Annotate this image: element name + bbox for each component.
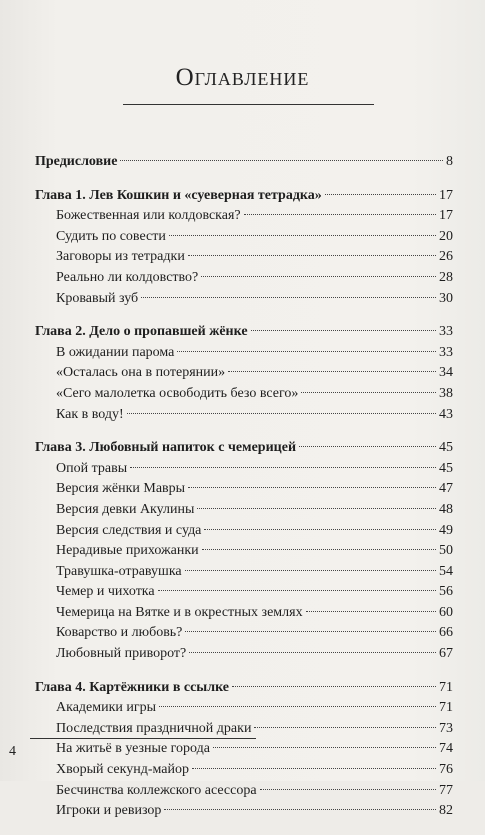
toc-page-number: 38 <box>439 385 453 401</box>
toc-page-number: 28 <box>439 269 453 285</box>
toc-entry-label: Коварство и любовь? <box>56 625 183 641</box>
toc-entry-label: «Сего малолетка освободить безо всего» <box>56 385 299 401</box>
toc-entry-label: Глава 1. Лев Кошкин и «суеверная тетрадка» <box>35 187 322 203</box>
toc-chapter-heading <box>35 322 453 343</box>
toc-entry-label: Глава 4. Картёжники в ссылке <box>35 679 230 695</box>
toc-entry-label: Божественная или колдовская? <box>56 208 241 224</box>
toc-page-number: 67 <box>439 646 453 662</box>
toc-page-number: 66 <box>439 625 453 641</box>
toc-entry-label: Глава 2. Дело о пропавшей жёнке <box>35 324 248 340</box>
toc-chapter <box>35 152 453 173</box>
dot-leader <box>185 570 436 571</box>
dot-leader <box>189 652 436 653</box>
toc-entry-label: Заговоры из тетрадки <box>56 249 185 265</box>
toc-section-entry <box>35 562 453 583</box>
toc-entry-label: Чемер и чихотка <box>56 584 155 600</box>
toc-page-number: 48 <box>439 501 453 517</box>
dot-leader <box>185 631 436 632</box>
toc-page-number: 76 <box>439 762 453 778</box>
dot-leader <box>325 194 436 195</box>
toc-page-number: 45 <box>439 440 453 456</box>
dot-leader <box>260 789 436 790</box>
dot-leader <box>141 297 436 298</box>
dot-leader <box>188 487 436 488</box>
toc-section-entry <box>35 268 453 289</box>
dot-leader <box>299 446 436 447</box>
toc-entry-label: Версия жёнки Мавры <box>56 481 186 497</box>
toc-section-entry <box>35 384 453 405</box>
dot-leader <box>120 160 443 161</box>
toc-section-entry <box>35 541 453 562</box>
toc-page-number: 43 <box>439 406 453 422</box>
dot-leader <box>254 727 436 728</box>
toc-section-entry <box>35 739 453 760</box>
toc-page-number: 77 <box>439 782 453 798</box>
toc-section-entry <box>35 459 453 480</box>
toc-entry-label: В ожидании парома <box>56 344 175 360</box>
toc-page-number: 71 <box>439 700 453 716</box>
toc-page-number: 49 <box>439 522 453 538</box>
toc-page-number: 8 <box>446 154 453 169</box>
toc-entry-label: Судить по совести <box>56 228 166 244</box>
toc-section-entry <box>35 603 453 624</box>
dot-leader <box>159 706 436 707</box>
toc-entry-label: На житьё в уезные города <box>56 741 210 757</box>
toc-section-entry <box>35 206 453 227</box>
dot-leader <box>244 214 436 215</box>
dot-leader <box>201 276 436 277</box>
dot-leader <box>130 467 436 468</box>
toc-chapter-heading <box>35 186 453 207</box>
dot-leader <box>301 392 436 393</box>
toc-entry-label: Чемерица на Вятке и в окрестных землях <box>56 604 303 620</box>
toc-entry-label: Травушка-отравушка <box>56 563 182 579</box>
toc-entry-label: Игроки и ревизор <box>56 803 162 819</box>
toc-entry-label: «Осталась она в потерянии» <box>56 365 226 381</box>
toc-page-number: 74 <box>439 741 453 757</box>
toc-section-entry <box>35 479 453 500</box>
toc-page-number: 26 <box>439 249 453 265</box>
toc-section-entry <box>35 760 453 781</box>
toc-entry-label: Версия следствия и суда <box>56 522 202 538</box>
toc-chapter <box>35 322 453 425</box>
dot-leader <box>232 686 436 687</box>
toc-chapter-heading <box>35 438 453 459</box>
toc-section-entry <box>35 500 453 521</box>
toc-page-number: 45 <box>439 460 453 476</box>
toc-chapter-heading <box>35 152 453 173</box>
toc-page-number: 20 <box>439 228 453 244</box>
toc-page-number: 47 <box>439 481 453 497</box>
toc-section-entry <box>35 247 453 268</box>
toc-entry-label: Опой травы <box>56 460 128 476</box>
toc-entry-label: Хворый секунд-майор <box>56 762 189 778</box>
toc-entry-label: Любовный приворот? <box>56 646 187 662</box>
toc-section-entry <box>35 644 453 665</box>
toc-page-number: 17 <box>439 208 453 224</box>
toc-entry-label: Предисловие <box>35 154 118 169</box>
page-number: 4 <box>9 744 16 759</box>
dot-leader <box>169 235 436 236</box>
dot-leader <box>204 529 436 530</box>
toc-page-number: 73 <box>439 720 453 736</box>
toc-chapter <box>35 678 453 822</box>
toc-section-entry <box>35 801 453 822</box>
toc-section-entry <box>35 289 453 310</box>
toc-entry-label: Реально ли колдовство? <box>56 269 199 285</box>
toc-page-number: 30 <box>439 290 453 306</box>
toc-section-entry <box>35 521 453 542</box>
toc-page-number: 33 <box>439 324 453 340</box>
toc-entry-label: Глава 3. Любовный напиток с чемерицей <box>35 440 297 456</box>
dot-leader <box>228 371 436 372</box>
dot-leader <box>306 611 436 612</box>
table-of-contents <box>35 152 453 835</box>
toc-page-number: 33 <box>439 344 453 360</box>
toc-section-entry <box>35 781 453 802</box>
toc-entry-label: Бесчинства коллежского асессора <box>56 782 257 798</box>
dot-leader <box>164 809 436 810</box>
toc-page-number: 71 <box>439 679 453 695</box>
dot-leader <box>188 255 436 256</box>
toc-page-number: 34 <box>439 365 453 381</box>
dot-leader <box>127 413 436 414</box>
page-title: Оглавление <box>175 64 310 91</box>
toc-chapter <box>35 186 453 310</box>
toc-entry-label: Как в воду! <box>56 406 124 422</box>
toc-entry-label: Последствия праздничной драки <box>56 720 252 736</box>
toc-section-entry <box>35 343 453 364</box>
toc-entry-label: Академики игры <box>56 700 157 716</box>
toc-chapter-heading <box>35 678 453 699</box>
dot-leader <box>197 508 436 509</box>
toc-page-number: 60 <box>439 604 453 620</box>
toc-chapter <box>35 438 453 665</box>
dot-leader <box>192 768 436 769</box>
toc-section-entry <box>35 623 453 644</box>
toc-entry-label: Версия девки Акулины <box>56 501 195 517</box>
toc-section-entry <box>35 698 453 719</box>
toc-entry-label: Нерадивые прихожанки <box>56 543 199 559</box>
toc-section-entry <box>35 719 453 740</box>
dot-leader <box>177 351 436 352</box>
toc-page-number: 56 <box>439 584 453 600</box>
title-rule <box>123 104 374 105</box>
toc-section-entry <box>35 582 453 603</box>
toc-page-number: 82 <box>439 803 453 819</box>
dot-leader <box>251 330 436 331</box>
dot-leader <box>213 747 436 748</box>
toc-page-number: 54 <box>439 563 453 579</box>
toc-entry-label: Кровавый зуб <box>56 290 139 306</box>
toc-page-number: 50 <box>439 543 453 559</box>
footer-rule <box>30 738 256 739</box>
toc-page-number: 17 <box>439 187 453 203</box>
toc-section-entry <box>35 405 453 426</box>
toc-section-entry <box>35 227 453 248</box>
dot-leader <box>158 590 436 591</box>
toc-section-entry <box>35 363 453 384</box>
dot-leader <box>202 549 436 550</box>
